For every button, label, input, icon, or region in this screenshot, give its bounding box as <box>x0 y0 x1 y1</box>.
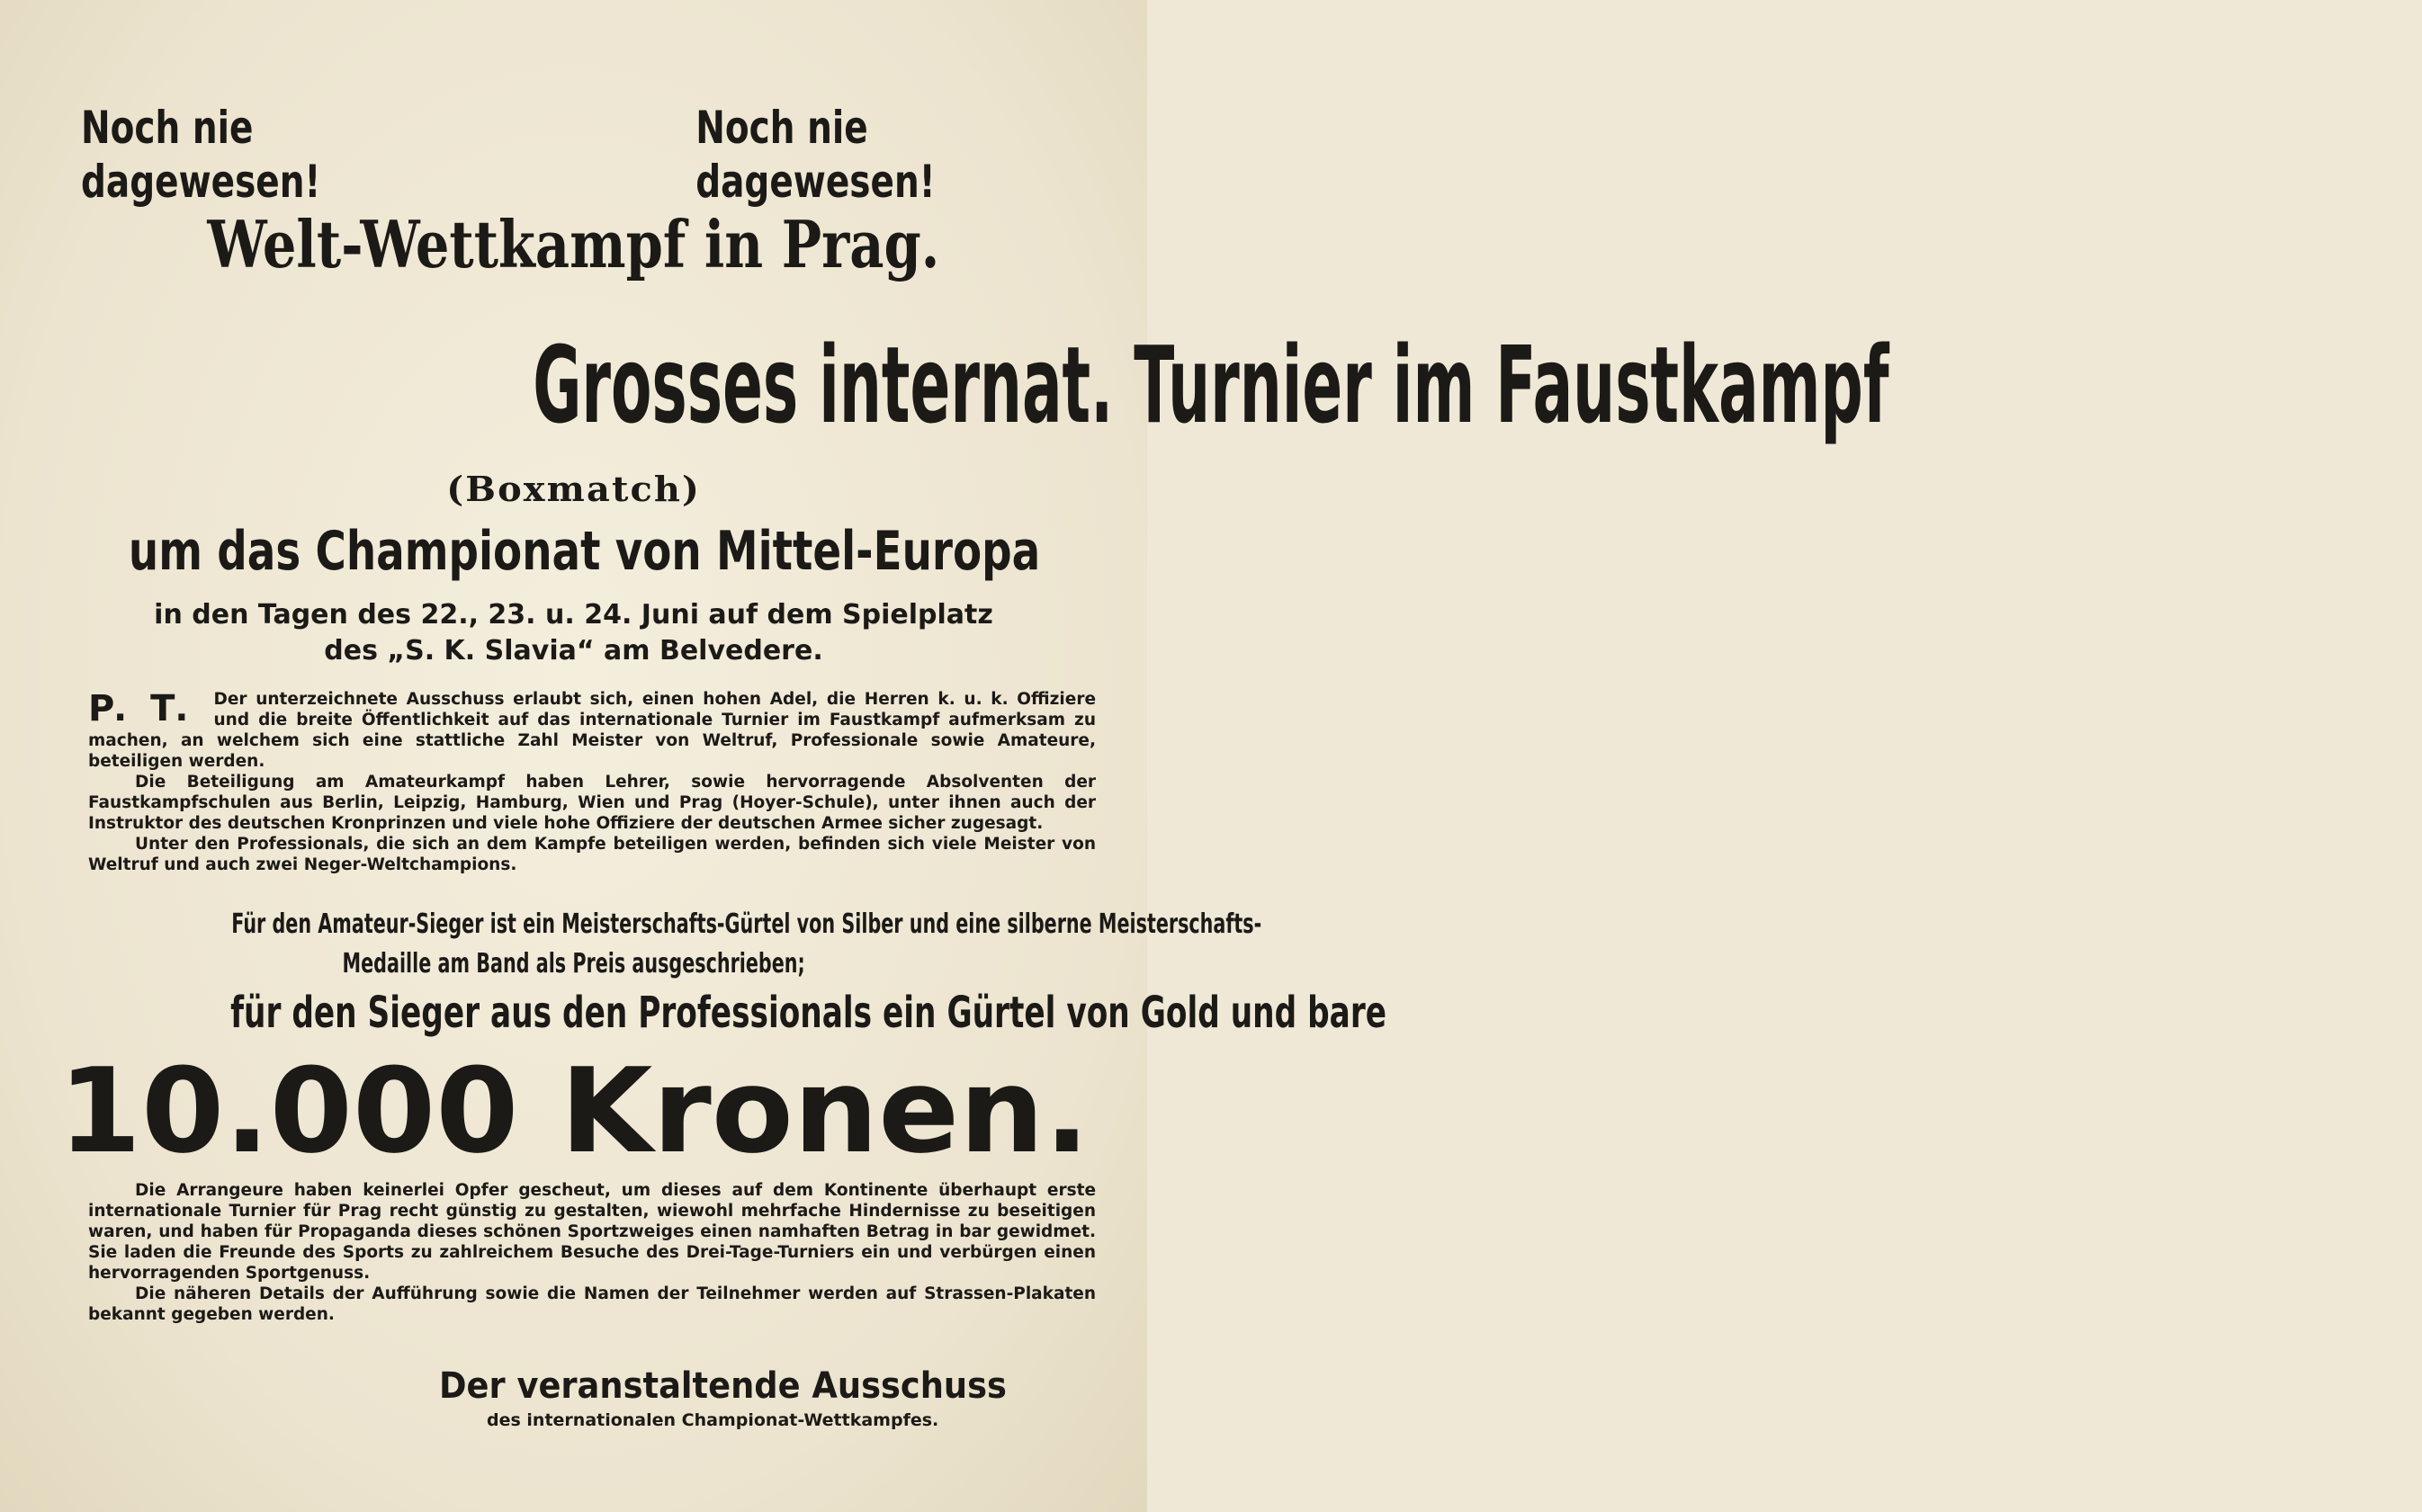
poster-title-text: Welt-Wettkampf in Prag. <box>207 206 940 282</box>
pt-mark: P. T. <box>88 688 194 729</box>
intro-text-block <box>88 689 1096 875</box>
event-dates <box>0 597 1147 669</box>
professional-prize <box>0 986 1387 1040</box>
closing-paragraph-2: Die näheren Details der Aufführung sowie die Namen der Teilnehmer werden auf Strassen-Plakaten bekannt gegeben werden. <box>88 1284 1096 1324</box>
header-row <box>81 101 1089 209</box>
closing-paragraph-1: Die Arrangeure haben keinerlei Opfer gescheut, um dieses auf dem Kontinente überhaupt erste internationale Turnier für Prag recht günstig zu gestalten, wiewohl mehrfache Hindernisse zu beseitigen waren, und haben für Propaganda dieses schönen Sportzweiges einen namhaften Betrag in bar gewidmet. Sie laden die Freunde des Sports zu zahlreichem Besuche des Drei-Tage-Turniers ein und verbürgen einen hervorragenden Sportgenuss. <box>88 1181 1096 1283</box>
championship-heading-text: um das Championat von Mittel-Europa <box>128 520 1041 583</box>
professional-prize-text: für den Sieger aus den Professionals ein Gürtel von Gold und bare <box>230 988 1387 1038</box>
championship-heading <box>0 520 1147 583</box>
header-left: Noch nie dagewesen! <box>81 102 321 208</box>
boxmatch-subtitle-text: (Boxmatch) <box>446 469 701 509</box>
prize-amount-text: 10.000 Kronen. <box>58 1042 1090 1179</box>
signature-subline: des internationalen Championat-Wettkampfes. <box>487 1410 939 1430</box>
intro-paragraph-2: Die Beteiligung am Amateurkampf haben Lehrer, sowie hervorragende Absolventen der Faustkampfschulen aus Berlin, Leipzig, Hamburg, Wien und Prag (Hoyer-Schule), unter ihnen auch der Instruktor des deutschen Kronprinzen und viele hohe Offiziere der deutschen Armee sicher zugesagt. <box>88 773 1096 833</box>
closing-text-block <box>88 1180 1096 1325</box>
intro-paragraph-1: Der unterzeichnete Ausschuss erlaubt sich, einen hohen Adel, die Herren k. u. k. Offiziere und die breite Öffentlichkeit auf das internationale Turnier im Faustkampf aufmerksam zu machen, an welchem sich eine stattliche Zahl Meister von Weltruf, Professionale sowie Amateure, beteiligen werden. <box>88 690 1096 771</box>
boxmatch-subtitle <box>0 470 1147 509</box>
intro-paragraph-3: Unter den Professionals, die sich an dem Kampfe beteiligen werden, befinden sich viele Meister von Weltruf und auch zwei Neger-Weltchampions. <box>88 835 1096 874</box>
amateur-prize-line-1: Für den Amateur-Sieger ist ein Meisterschafts-Gürtel von Silber und eine silberne Meisterschafts- <box>231 908 1262 940</box>
amateur-prize-line-2: Medaille am Band als Preis ausgeschrieben; <box>342 948 805 980</box>
event-dates-line-1: in den Tagen des 22., 23. u. 24. Juni auf dem Spielplatz <box>154 599 993 631</box>
tournament-title <box>0 322 1889 448</box>
poster-title <box>0 206 1147 282</box>
header-right: Noch nie dagewesen! <box>695 102 936 208</box>
signature-committee <box>439 1364 1056 1409</box>
event-dates-line-2: des „S. K. Slavia“ am Belvedere. <box>324 635 823 667</box>
tournament-title-text: Grosses internat. Turnier im Faustkampf <box>533 323 1889 447</box>
signature-committee-text: Der veranstaltende Ausschuss <box>439 1365 1007 1407</box>
prize-amount <box>0 1043 1147 1178</box>
amateur-prize <box>0 905 1262 984</box>
